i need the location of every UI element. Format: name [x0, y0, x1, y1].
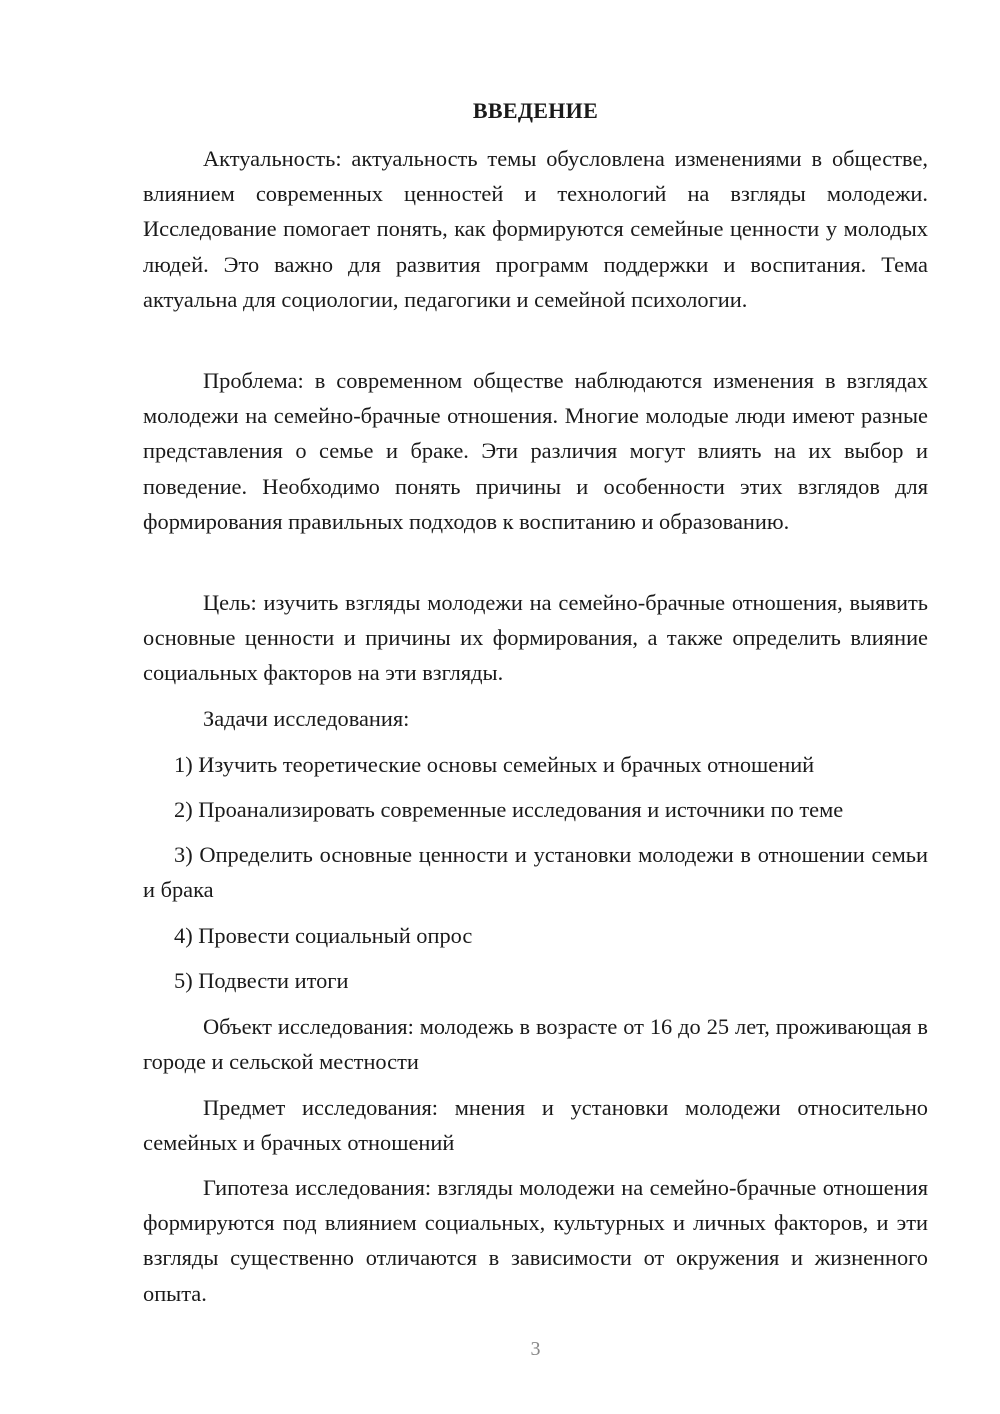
- page-number: 3: [530, 1338, 541, 1360]
- page-title: ВВЕДЕНИЕ: [472, 98, 599, 123]
- task-item: 5) Подвести итоги: [174, 968, 349, 993]
- task-item: 2) Проанализировать современные исследования и источники по теме: [174, 797, 844, 822]
- paragraph-relevance: Актуальность: актуальность темы обусловлена изменениями в обществе, влиянием современных ценностей и технологий на взгляды молодежи. Исследование помогает понять, как формируются семейные ценности у молодых людей. Это важно для развития программ поддержки и воспитания. Тема актуальна для социологии, педагогики и семейной психологии.: [143, 146, 928, 312]
- task-item: 4) Провести социальный опрос: [174, 923, 473, 948]
- paragraph-subject: Предмет исследования: мнения и установки молодежи относительно семейных и брачных отношений: [143, 1095, 928, 1156]
- paragraph-object: Объект исследования: молодежь в возрасте от 16 до 25 лет, проживающая в городе и сельской местности: [143, 1014, 928, 1075]
- task-item: 1) Изучить теоретические основы семейных и брачных отношений: [174, 752, 815, 777]
- tasks-heading: Задачи исследования:: [203, 706, 410, 731]
- paragraph-goal: Цель: изучить взгляды молодежи на семейно-брачные отношения, выявить основные ценности и причины их формирования, а также определить влияние социальных факторов на эти взгляды.: [143, 590, 928, 686]
- paragraph-hypothesis: Гипотеза исследования: взгляды молодежи на семейно-брачные отношения формируются под влиянием социальных, культурных и личных факторов, и эти взгляды существенно отличаются в зависимости от окружения и жизненного опыта.: [143, 1175, 928, 1306]
- task-item: 3) Определить основные ценности и установки молодежи в отношении семьи и брака: [143, 842, 928, 903]
- paragraph-problem: Проблема: в современном обществе наблюдаются изменения в взглядах молодежи на семейно-брачные отношения. Многие молодые люди имеют разные представления о семье и браке. Эти различия могут влиять на их выбор и поведение. Необходимо понять причины и особенности этих взглядов для формирования правильных подходов к воспитанию и образованию.: [143, 368, 928, 534]
